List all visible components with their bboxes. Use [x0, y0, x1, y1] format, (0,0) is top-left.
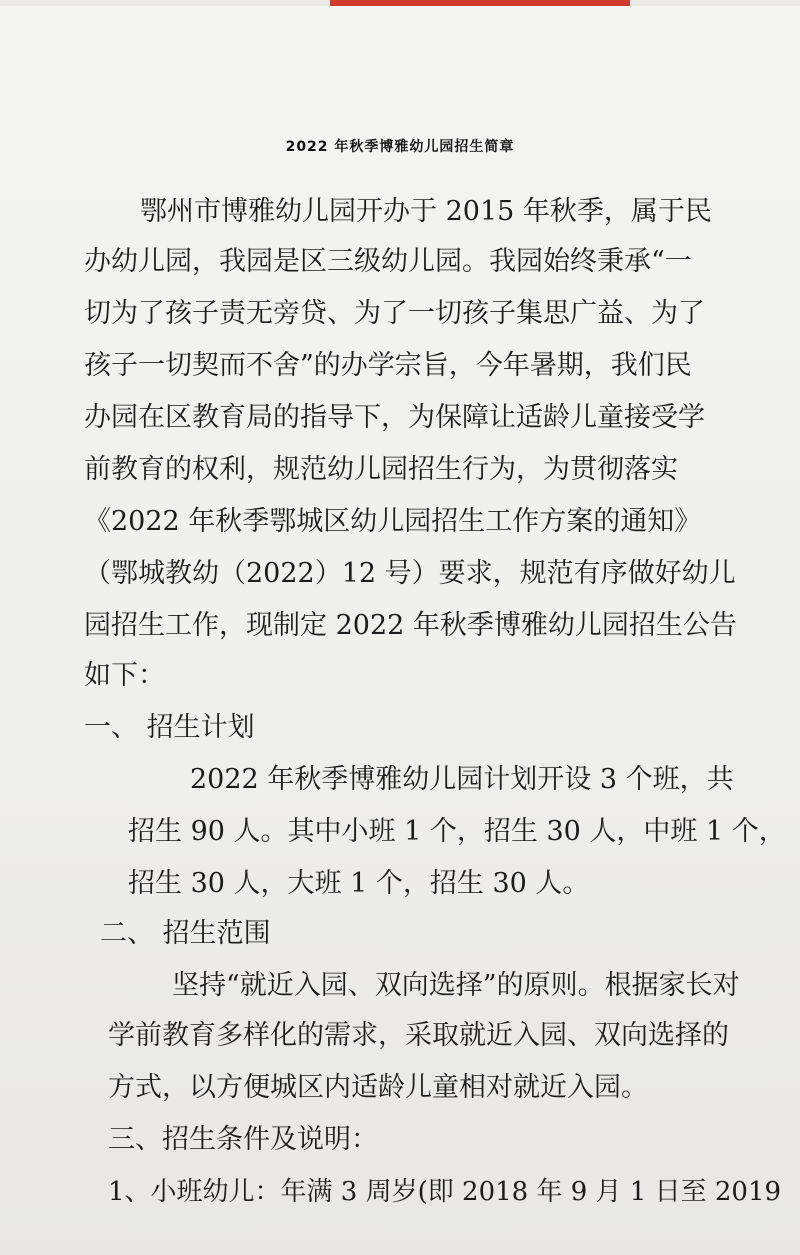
- section-line: 招生 30 人，大班 1 个，招生 30 人。: [128, 868, 590, 899]
- section-line: 学前教育多样化的需求，采取就近入园、双向选择的: [108, 1020, 729, 1051]
- section-line: 1、小班幼儿：年满 3 周岁(即 2018 年 9 月 1 日至 2019: [108, 1177, 782, 1207]
- document-title: 2022 年秋季博雅幼儿园招生简章: [285, 139, 515, 155]
- section-line: 招生 90 人。其中小班 1 个，招生 30 人，中班 1 个，: [128, 816, 786, 847]
- intro-line: 如下：: [84, 660, 165, 691]
- section-heading: 二、 招生范围: [100, 918, 271, 949]
- intro-line: 切为了孩子责无旁贷、为了一切孩子集思广益、为了: [84, 298, 705, 329]
- intro-line: 《2022 年秋季鄂城区幼儿园招生工作方案的通知》: [84, 506, 702, 537]
- section-line: 2022 年秋季博雅幼儿园计划开设 3 个班，共: [190, 764, 734, 795]
- intro-line: 办园在区教育局的指导下，为保障让适龄儿童接受学: [84, 402, 705, 433]
- section-heading: 一、 招生计划: [84, 712, 255, 743]
- intro-line: （鄂城教幼（2022）12 号）要求，规范有序做好幼儿: [84, 558, 736, 589]
- intro-line: 孩子一切契而不舍”的办学宗旨，今年暑期，我们民: [84, 350, 692, 381]
- section-heading: 三、招生条件及说明：: [108, 1124, 378, 1155]
- intro-line: 办幼儿园，我园是区三级幼儿园。我园始终秉承“一: [84, 246, 692, 277]
- intro-line: 园招生工作，现制定 2022 年秋季博雅幼儿园招生公告: [84, 610, 737, 641]
- section-line: 坚持“就近入园、双向选择”的原则。根据家长对: [172, 970, 740, 1001]
- intro-line: 前教育的权利，规范幼儿园招生行为，为贯彻落实: [84, 454, 678, 485]
- intro-line: 鄂州市博雅幼儿园开办于 2015 年秋季，属于民: [140, 196, 712, 227]
- section-line: 方式，以方便城区内适龄儿童相对就近入园。: [108, 1072, 648, 1103]
